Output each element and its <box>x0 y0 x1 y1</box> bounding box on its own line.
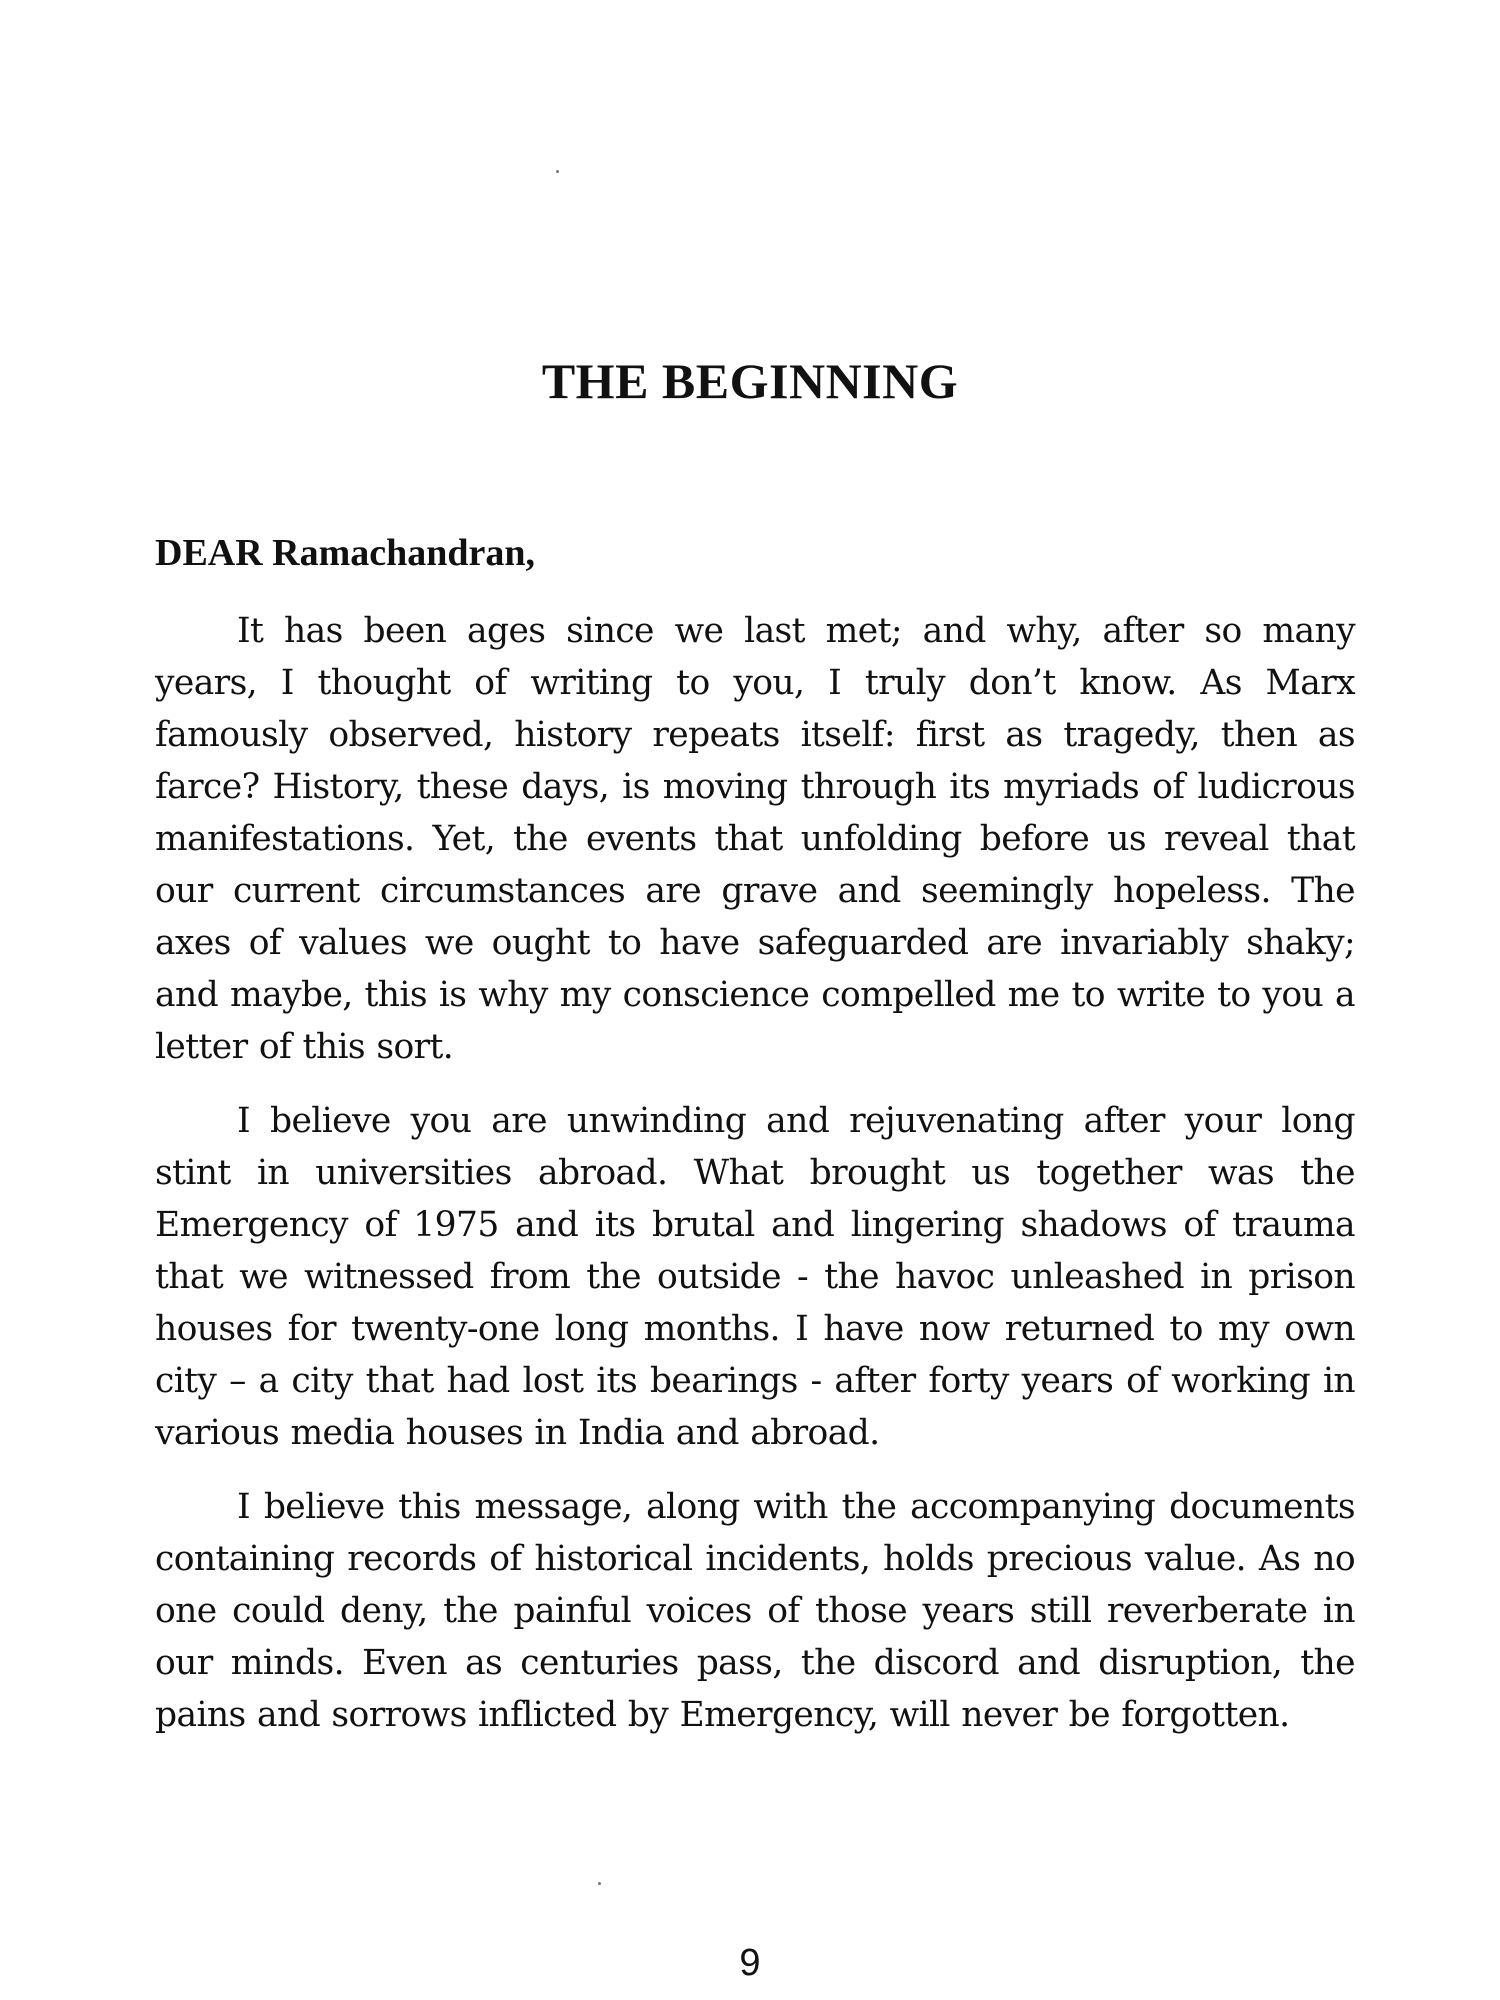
page-number: 9 <box>739 1942 761 1984</box>
scan-speck <box>598 1882 601 1885</box>
paragraph: It has been ages since we last met; and why, after so many years, I thought of writing to you, I truly don’t know. As Marx famously observed, history repeats itself: first as tragedy, then as farce? History, these days, is moving through its myriads of ludicrous manifestations. Yet, the events that unfolding before us reveal that our current circumstances are grave and seemingly hopeless. The axes of values we ought to have safeguarded are invariably shaky; and maybe, this is why my conscience compelled me to write to you a letter of this sort. <box>155 611 1355 1067</box>
scan-speck <box>556 170 559 173</box>
chapter-title: THE BEGINNING <box>541 353 959 409</box>
paragraph: I believe you are unwinding and rejuvenating after your long stint in universities abroad. What brought us together was the Emergency of 1975 and its brutal and lingering shadows of trauma that we witnessed from the outside - the havoc unleashed in prison houses for twenty-one long months. I have now returned to my own city – a city that had lost its bearings - after forty years of working in various media houses in India and abroad. <box>155 1101 1355 1453</box>
letter-body <box>155 605 1355 1763</box>
letter-salutation: DEAR Ramachandran, <box>155 532 536 574</box>
paragraph: I believe this message, along with the accompanying documents containing records of historical incidents, holds precious value. As no one could deny, the painful voices of those years still reverberate in our minds. Even as centuries pass, the discord and disruption, the pains and sorrows inflicted by Emergency, will never be forgotten. <box>155 1487 1355 1735</box>
